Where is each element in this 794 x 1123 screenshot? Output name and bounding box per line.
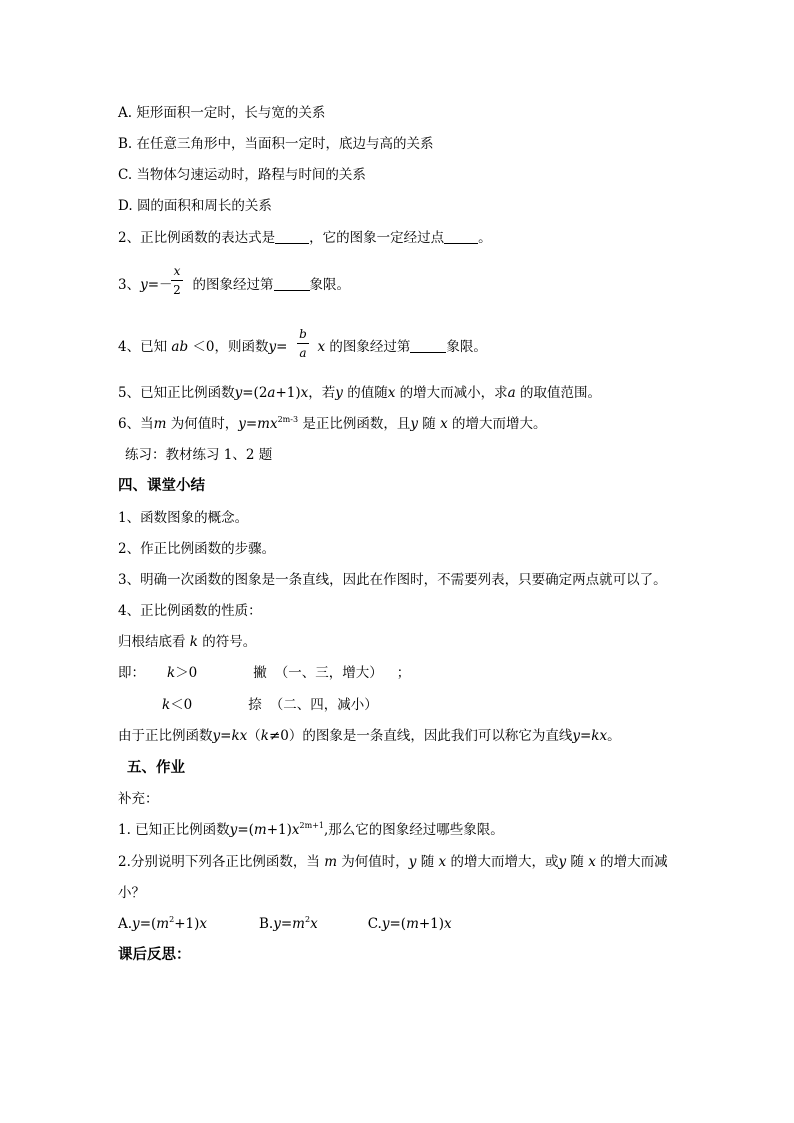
question-5: 5、已知正比例函数y=(2a+1)x，若y 的值随x 的增大而减小，求a 的取值范围。 — [118, 385, 601, 401]
question-3: 3、y=－ 的图象经过第 象限。 — [118, 277, 351, 293]
option-a: A. 矩形面积一定时，长与宽的关系 — [118, 105, 326, 121]
line-note: 由于正比例函数y=kx（k≠0）的图象是一条直线，因此我们可以称它为直线y=kx。 — [118, 728, 621, 744]
reflection-heading: 课后反思： — [118, 946, 191, 963]
homework-1: 1. 已知正比例函数$y=(m+1)x^{2m+1}$,那么它的图象经过哪些象限。 — [118, 821, 504, 838]
section-4-heading: 四、课堂小结 — [118, 477, 205, 494]
question-2: 2、正比例函数的表达式是 ，它的图象一定经过点 。 — [118, 230, 492, 246]
answer-blank — [444, 230, 478, 244]
rule-negative: k＜0 捺 （二、四，减小） — [162, 697, 378, 713]
answer-blank — [275, 230, 309, 244]
option-b: B. 在任意三角形中，当面积一定时，底边与高的关系 — [118, 136, 434, 152]
hw2-option-a: $A.y=(m^2+1)x$ — [118, 915, 207, 932]
fraction-x-over-2: x 2 — [171, 264, 183, 297]
homework-2-options — [118, 915, 452, 933]
hw2-option-c: C.y=(m+1)x — [367, 916, 452, 932]
rule-positive: 即： k＞0 撇 （一、三，增大） ； — [118, 665, 411, 681]
practice-note: 练习：教材练习 1、2 题 — [125, 447, 273, 463]
root-note: 归根结底看 k 的符号。 — [118, 634, 257, 650]
answer-blank — [274, 277, 310, 291]
fraction-b-over-a: b a — [297, 327, 309, 360]
section-5-heading: 五、作业 — [127, 759, 185, 776]
question-6: 6、当m 为何值时，$y=mx^{2m-3}$ 是正比例函数，且y 随 x 的增大而增大。 — [118, 415, 547, 432]
hw2-option-b: $B.y=m^2x$ — [258, 915, 318, 932]
answer-blank — [410, 339, 446, 353]
summary-item: 1、函数图象的概念。 — [118, 510, 249, 526]
supplement-label: 补充： — [118, 791, 159, 807]
option-d: D. 圆的面积和周长的关系 — [118, 198, 272, 214]
option-c: C. 当物体匀速运动时，路程与时间的关系 — [118, 167, 366, 183]
summary-item: 3、明确一次函数的图象是一条直线，因此在作图时，不需要列表，只要确定两点就可以了。 — [118, 572, 667, 588]
summary-item: 2、作正比例函数的步骤。 — [118, 541, 276, 557]
question-4: 4、已知 ab ＜0，则函数y= x 的图象经过第 象限。 — [118, 339, 487, 355]
homework-2: 2.分别说明下列各正比例函数，当 m 为何值时，y 随 x 的增大而增大，或y 随 x 的增大而减 — [118, 854, 668, 870]
homework-2-continued: 小？ — [118, 885, 145, 901]
summary-item: 4、正比例函数的性质： — [118, 603, 262, 619]
